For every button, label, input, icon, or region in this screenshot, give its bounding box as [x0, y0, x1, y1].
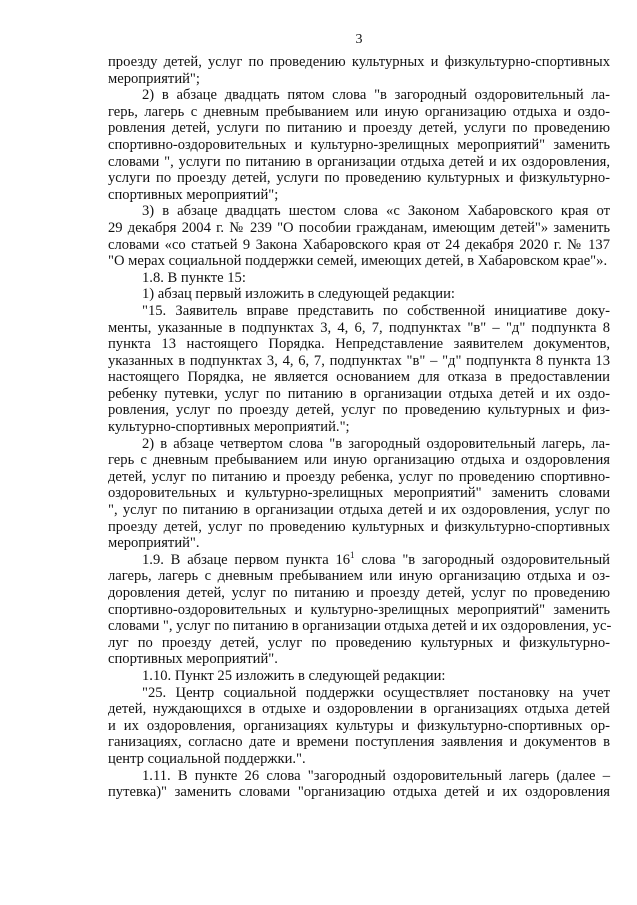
text-line: оздоровительных и культурно-зрелищных мероприятий" заменить словами	[108, 485, 610, 502]
text-line-part: слова "в загородный оздоровительный	[354, 551, 610, 568]
text-line: "25. Центр социальной поддержки осуществляет постановку на учет	[142, 684, 610, 701]
text-line: мероприятий";	[108, 70, 200, 87]
text-line: "О мерах социальной поддержки семей, имеющих детей, в Хабаровском крае"».	[108, 253, 608, 270]
text-line: 3) в абзаце двадцать шестом слова «с Законом Хабаровского края от	[142, 203, 610, 220]
text-line: 1) абзац первый изложить в следующей редакции:	[142, 286, 455, 303]
text-line: словами «со статьей 9 Закона Хабаровского края от 24 декабря 2020 г. № 137	[108, 236, 610, 253]
text-line: ровления, услуг по проезду детей, услуг по проведению культурных и физ-	[108, 402, 610, 419]
text-line: путевка)" заменить словами "организацию отдыха детей и их оздоровления	[108, 784, 610, 801]
text-line: ", услуг по питанию в организации отдыха детей и их оздоровления, услуг по	[108, 502, 610, 519]
text-line: услуги по проезду детей, услуги по проведению культурных и физкультурно-	[108, 170, 610, 187]
text-line: проезду детей, услуг по проведению культурных и физкультурно-спортивных	[108, 54, 610, 70]
text-line: 1.10. Пункт 25 изложить в следующей редакции:	[142, 667, 446, 684]
text-line: и их оздоровления, организациях культуры и физкультурно-спортивных ор-	[108, 717, 610, 734]
document-body	[108, 54, 610, 801]
text-line: луг по проезду детей, услуг по проведению культурных и физкультурно-	[108, 634, 610, 651]
text-line: 2) в абзаце четвертом слова "в загородный оздоровительный лагерь, ла-	[142, 435, 610, 452]
text-line: словами ", услуг по питанию в организации отдыха детей и их оздоровления, ус-	[108, 618, 612, 635]
text-line: культурно-спортивных мероприятий.";	[108, 419, 350, 436]
text-line: пункта 13 настоящего Порядка. Непредставление заявителем документов,	[108, 336, 610, 353]
text-line: ганизациях, согласно дате и времени поступления заявления и документов в	[108, 734, 610, 751]
text-line: 1.8. В пункте 15:	[142, 269, 246, 286]
text-line: центр социальной поддержки.".	[108, 750, 306, 767]
text-line: детей, услуг по питанию и проезду ребенка, услуг по проведению спортивно-	[108, 468, 610, 485]
text-line: детей, нуждающихся в отдыхе и оздоровлении в организациях отдыха детей	[108, 701, 610, 718]
text-line: герь с дневным пребыванием или иную организацию отдыха и оздоровления	[108, 452, 610, 469]
text-line: спортивных мероприятий".	[108, 651, 278, 668]
text-line: 1.11. В пункте 26 слова "загородный оздоровительный лагерь (далее –	[142, 767, 610, 784]
page-number: 3	[355, 32, 363, 47]
text-line: герь, лагерь с дневным пребыванием или иную организацию отдыха и оздо-	[108, 103, 610, 120]
document-page	[108, 32, 610, 801]
text-line: спортивно-оздоровительных и культурно-зрелищных мероприятий" заменить	[108, 136, 610, 153]
text-line: менты, указанные в подпунктах 3, 4, 6, 7, подпунктах "в" – "д" подпункта 8	[108, 319, 610, 336]
text-line: настоящего Порядка, не является основанием для отказа в предоставлении	[108, 369, 610, 386]
text-line-part: 1.9. В абзаце первом пункта 16	[142, 551, 351, 568]
text-line: ребенку путевки, услуг по питанию в организации отдыха детей и их оздо-	[108, 385, 610, 402]
text-line: доровления детей, услуг по питанию и проезду детей, услуг по проведению	[108, 585, 610, 601]
text-line	[108, 549, 610, 569]
text-line: спортивно-оздоровительных и культурно-зрелищных мероприятий" заменить	[108, 601, 610, 618]
text-line: спортивных мероприятий";	[108, 186, 279, 203]
text-line: лагерь, лагерь с дневным пребыванием или иную организацию отдыха и оз-	[108, 568, 610, 585]
superscript: 1	[350, 549, 355, 560]
text-line: проезду детей, услуг по проведению культурных и физкультурно-спортивных	[108, 518, 610, 535]
text-line: 29 декабря 2004 г. № 239 "О пособии гражданам, имеющим детей"» заменить	[108, 219, 610, 236]
text-line: указанных в подпунктах 3, 4, 6, 7, подпунктах "в" – "д" подпункта 8 пункта 13	[108, 352, 610, 369]
text-line: 2) в абзаце двадцать пятом слова "в загородный оздоровительный ла-	[142, 87, 610, 104]
text-line: "15. Заявитель вправе представить по собственной инициативе доку-	[142, 302, 610, 319]
text-line: словами ", услуги по питанию в организации отдыха детей и их оздоровления,	[108, 153, 610, 170]
text-line: мероприятий".	[108, 535, 200, 552]
text-line: ровления детей, услуги по питанию и проезду детей, услуги по проведению	[108, 120, 610, 137]
